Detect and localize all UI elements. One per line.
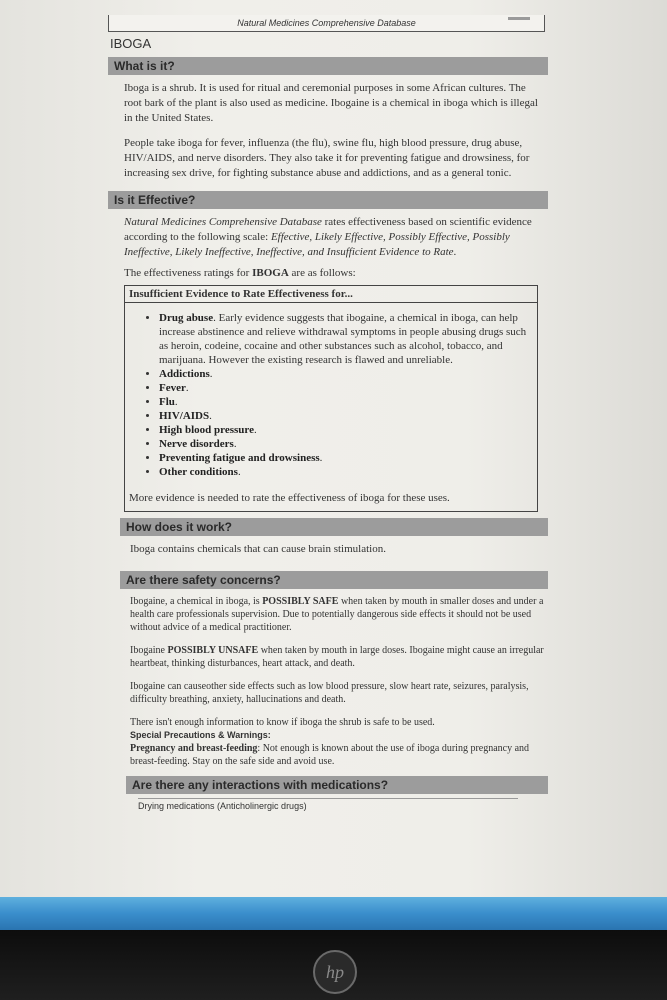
pregnancy-label: Pregnancy and breast-feeding xyxy=(130,743,258,754)
safety-p4: There isn't enough information to know if iboga the shrub is safe to be used. xyxy=(130,717,435,728)
list-item: • Preventing fatigue and drowsiness. xyxy=(159,451,533,465)
safety-paragraph-4 xyxy=(130,716,544,768)
item-label: Addictions xyxy=(159,368,210,380)
safety-p1-bold: POSSIBLY SAFE xyxy=(262,596,339,607)
list-item: • HIV/AIDS. xyxy=(159,409,533,423)
box-heading: Insufficient Evidence to Rate Effectiveness for... xyxy=(125,286,537,303)
ratings-post: are as follows: xyxy=(288,267,356,279)
ratings-intro xyxy=(124,266,544,281)
how-text: Iboga contains chemicals that can cause brain stimulation. xyxy=(130,543,386,555)
safety-paragraph-1 xyxy=(130,595,544,634)
ratings-box xyxy=(124,285,538,512)
taskbar xyxy=(0,897,667,930)
item-label: Fever xyxy=(159,382,186,394)
more-evidence-text: More evidence is needed to rate the effectiveness of iboga for these uses. xyxy=(129,492,450,504)
item-label: Other conditions xyxy=(159,466,238,478)
section-heading-interactions: Are there any interactions with medications? xyxy=(126,776,548,794)
header-tab[interactable] xyxy=(508,17,530,20)
safety-paragraph-3: Ibogaine can causeother side effects such as low blood pressure, slow heart rate, seizures, paralysis, difficulty breathing, anxiety, hallucinations and death. xyxy=(130,681,529,705)
list-item: • Flu. xyxy=(159,395,533,409)
pregnancy-text: : Not enough is known about the use of iboga during pregnancy and breast-feeding. Stay on the safe side and avoid use. xyxy=(130,743,530,767)
drug-abuse-text: . Early evidence suggests that ibogaine, a chemical in iboga, can help increase abstinence and relieve withdrawal symptoms in people abusing drugs such as heroin, codeine, cocaine and other substances such as alcohol, tobacco, and marijuana. However the existing research is flawed and unreliable. xyxy=(159,312,527,366)
database-title: Natural Medicines Comprehensive Database xyxy=(237,18,416,28)
scale-end: . xyxy=(453,246,457,258)
safety-p1-pre: Ibogaine, a chemical in iboga, is xyxy=(130,596,263,607)
safety-paragraph-2 xyxy=(130,644,544,670)
list-item: • Other conditions. xyxy=(159,465,533,479)
safety-p2-post: when taken by mouth in large doses. Ibogaine might cause an irregular heartbeat, thinking disturbances, heart attack, and death. xyxy=(130,645,544,669)
safety-p2-bold: POSSIBLY UNSAFE xyxy=(167,645,259,656)
ratings-pre: The effectiveness ratings for xyxy=(124,267,253,279)
scale-paragraph xyxy=(124,215,544,260)
list-item: • High blood pressure. xyxy=(159,423,533,437)
item-label: Preventing fatigue and drowsiness xyxy=(159,452,320,464)
list-item: • Nerve disorders. xyxy=(159,437,533,451)
ratings-list xyxy=(129,311,533,479)
database-header xyxy=(108,15,545,32)
scale-text: rates effectiveness based on scientific evidence according to the following scale: xyxy=(124,216,532,243)
safety-p2-pre: Ibogaine xyxy=(130,645,168,656)
list-item: • Addictions. xyxy=(159,367,533,381)
section-heading-how: How does it work? xyxy=(120,518,548,536)
drug-abuse-label: Drug abuse xyxy=(159,312,214,324)
section-heading-what: What is it? xyxy=(108,57,548,75)
database-name: Natural Medicines Comprehensive Database xyxy=(124,216,322,228)
item-label: Nerve disorders xyxy=(159,438,234,450)
list-item: • Fever. xyxy=(159,381,533,395)
scale-levels: Effective, Likely Effective, Possibly Effective, Possibly Ineffective, Likely Ineffective, Ineffective, and Insufficient Evidence to Rate xyxy=(124,231,510,258)
article xyxy=(108,34,548,811)
item-label: Flu xyxy=(159,396,175,408)
interaction-row[interactable]: Drying medications (Anticholinergic drugs) xyxy=(138,798,518,811)
hp-logo: hp xyxy=(313,950,357,994)
ratings-name: IBOGA xyxy=(252,267,289,279)
item-label: High blood pressure xyxy=(159,424,254,436)
section-heading-effective: Is it Effective? xyxy=(108,191,548,209)
page-title: IBOGA xyxy=(110,36,152,51)
item-label: HIV/AIDS xyxy=(159,410,210,422)
section-heading-safety: Are there safety concerns? xyxy=(120,571,548,589)
what-paragraph-2: People take iboga for fever, influenza (the flu), swine flu, high blood pressure, drug abuse, HIV/AIDS, and nerve disorders. They also take it for preventing fatigue and drowsiness, for increasing sex drive, for fighting substance abuse and addictions, and as a general tonic. xyxy=(124,137,530,179)
special-precautions-label: Special Precautions & Warnings: xyxy=(130,730,271,740)
safety-p1-post: when taken by mouth in smaller doses and under a health care professionals supervision. Due to potentially dangerous side effects it should not be used without advice of a medical practitioner. xyxy=(130,596,544,633)
what-paragraph-1: Iboga is a shrub. It is used for ritual and ceremonial purposes in some African cultures. The root bark of the plant is also used as medicine. Ibogaine is a chemical in iboga which is illegal in the United States. xyxy=(124,82,538,124)
list-item xyxy=(159,311,533,367)
